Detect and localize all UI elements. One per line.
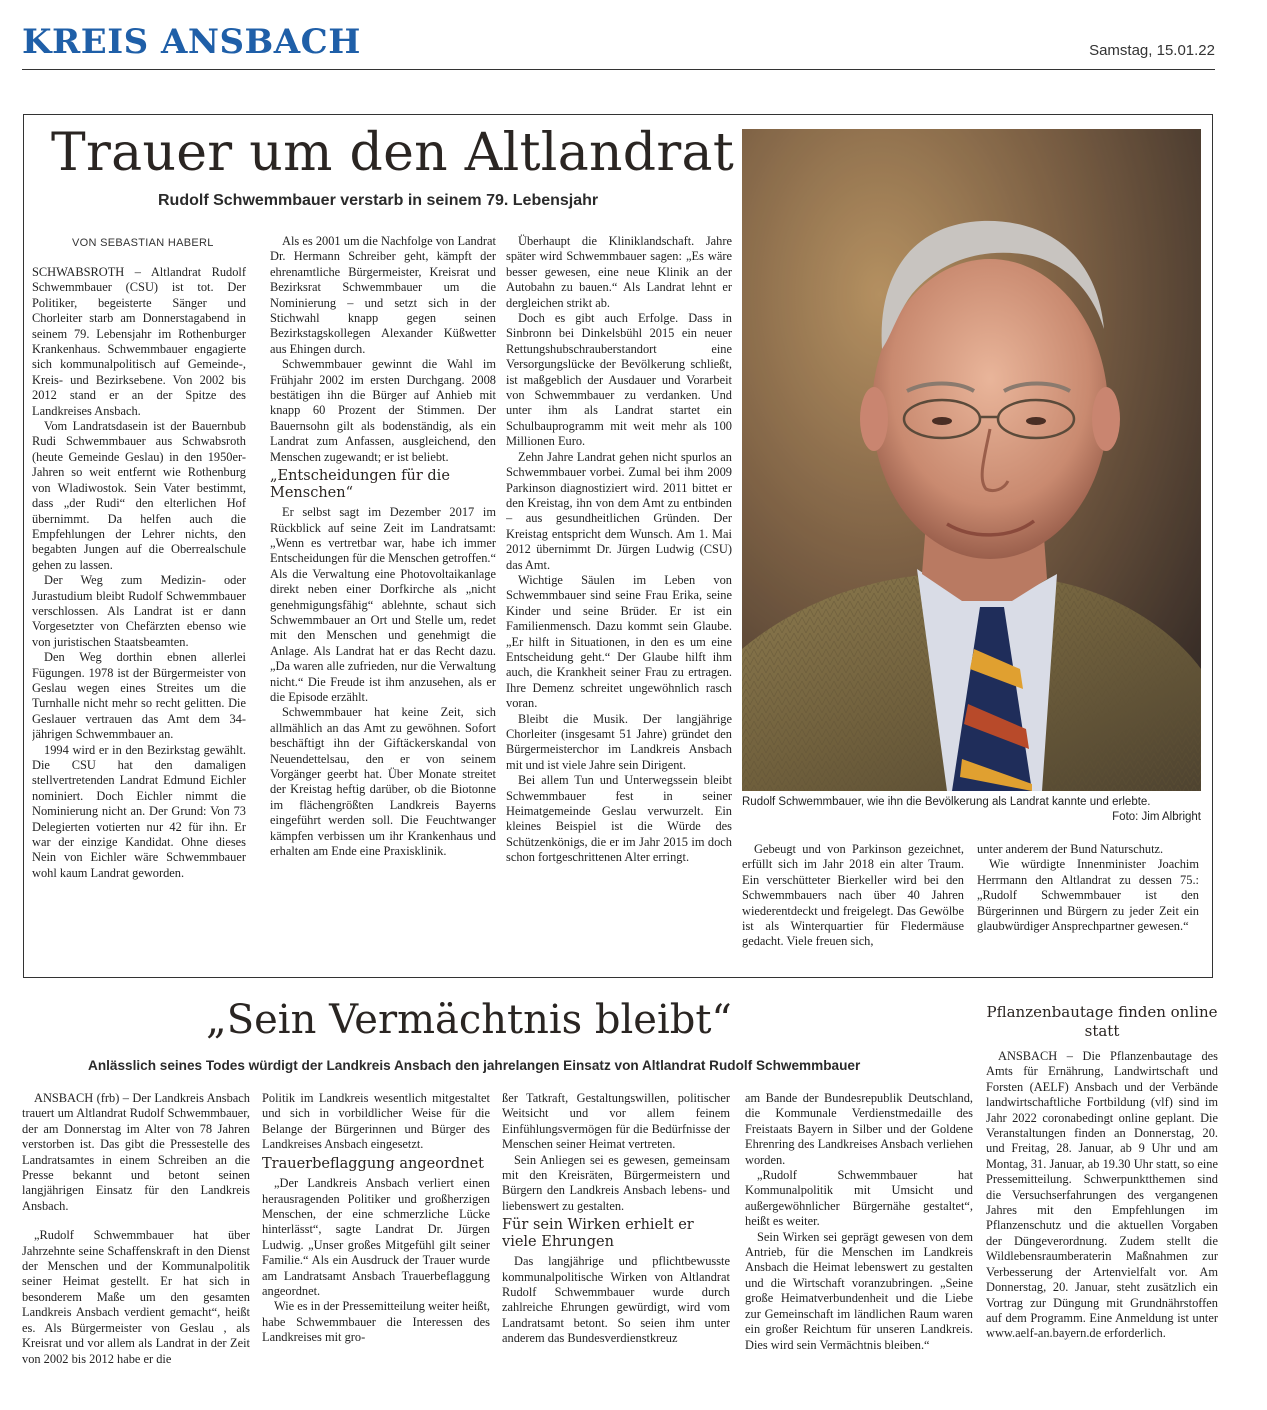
paragraph: Als es 2001 um die Nachfolge von Landrat Dr. Hermann Schreiber geht, kämpft der ehrenamtliche Bürgermeister, Kreisrat und Bezirksrat Schwemmbauer um die Nominierung – und setzt sich in der Stichwahl knapp gegen seinen Bezirkstagskollegen Alexander Küßwetter aus Ehingen durch. xyxy=(270,234,496,356)
paragraph: Wichtige Säulen im Leben von Schwemmbauer sind seine Frau Erika, seine Kinder und seine Brüder. Er ist ein Familienmensch. Dazu kommt sein Glaube. „Er hilft in Situationen, in den es um eine Entscheidung geht.“ Der Glaube hilft ihm auch, die Krankheit seiner Frau zu ertragen. Ihre Demenz schreitet ungewöhnlich rasch voran. xyxy=(506,572,732,711)
section-title: KREIS ANSBACH xyxy=(22,22,361,62)
article2-subheadline: Anlässlich seines Todes würdigt der Landkreis Ansbach den jahrelangen Einsatz von Altlandrat Rudolf Schwemmbauer xyxy=(88,1058,861,1073)
paragraph: unter anderem der Bund Naturschutz. xyxy=(977,842,1164,856)
paragraph: ßer Tatkraft, Gestaltungswillen, politischer Weitsicht und vor allem feinem Einfühlungsvermögen für die Bedürfnisse der Menschen seiner Heimat vertreten. xyxy=(502,1091,730,1152)
paragraph: Der Weg zum Medizin- oder Jurastudium bleibt Rudolf Schwemmbauer verschlossen. Als Landrat ist er dann Vorgesetzter von Chefärzten ebenso wie von juristischen Staatsbeamten. xyxy=(32,573,246,649)
photo-caption xyxy=(742,795,1201,824)
paragraph: Er selbst sagt im Dezember 2017 im Rückblick auf seine Zeit im Landratsamt: „Wenn es vertretbar war, habe ich immer Entscheidungen für die Menschen getroffen.“ Als die Verwaltung eine Photovoltaikanlage direkt neben einer Dorfkirche als „nicht genehmigungsfähig“ ablehnte, schaut sich Schwemmbauer an Ort und Stelle um, redet mit den Menschen und genehmigt die Anlage. Als Landrat hat er das Recht dazu. „Da waren alle zufrieden, nur die Verwaltung nicht.“ Die Freude ist ihm anzusehen, als er die Episode erzählt. xyxy=(270,505,496,704)
paragraph: Überhaupt die Kliniklandschaft. Jahre später wird Schwemmbauer sagen: „Es wäre besser gewesen, eine neue Klinik an der Autobahn zu bauen.“ Als Landrat lehnt er dergleichen strikt ab. xyxy=(506,234,732,310)
paragraph: SCHWABSROTH – Altlandrat Rudolf Schwemmbauer (CSU) ist tot. Der Politiker, begeisterte Sänger und Chorleiter starb am Donnerstagabend in seinem 79. Lebensjahr im Rothenburger Krankenhaus. Schwemmbauer engagierte sich kommunalpolitisch auf Gemeinde-, Kreis- und Bezirksebene. Von 2002 bis 2012 stand er an der Spitze des Landkreises Ansbach. xyxy=(32,265,246,418)
paragraph: Sein Anliegen sei es gewesen, gemeinsam mit den Kreisräten, Bürgermeistern und Bürgern den Landkreis Ansbach lebens- und liebenswert zu gestalten. xyxy=(502,1152,730,1213)
photo-credit: Foto: Jim Albright xyxy=(1112,810,1201,823)
article-subhead: „Entscheidungen für die Menschen“ xyxy=(270,468,450,501)
article-column-1 xyxy=(32,265,246,965)
paragraph: Doch es gibt auch Erfolge. Dass in Sinbronn bei Dinkelsbühl 2015 ein neuer Rettungshubschrauberstandort eine Versorgungslücke der Bevölkerung schließt, ist maßgeblich der Ausdauer und Vorarbeit von Schwemmbauer zu verdanken. Und unter ihm als Landrat startet ein Schulbauprogramm mit weit mehr als 100 Millionen Euro. xyxy=(506,311,732,449)
caption-text: Rudolf Schwemmbauer, wie ihn die Bevölkerung als Landrat kannte und erlebte. xyxy=(742,796,1151,808)
article2-column-4 xyxy=(745,1091,973,1403)
paragraph: „Rudolf Schwemmbauer hat über Jahrzehnte seine Schaffenskraft in den Dienst der Menschen und der Kommunalpolitik seiner Heimat gestellt. Er hat sich in besonderem Maße um den gesamten Landkreis Ansbach verdient gemacht“, heißt es. Als Bürgermeister von Geslau , als Kreisrat und vor allem als Landrat in der Zeit von 2002 bis 2012 habe er die xyxy=(22,1228,250,1366)
masthead xyxy=(22,22,1215,70)
article2-headline: „Sein Vermächtnis bleibt“ xyxy=(206,997,732,1043)
paragraph: Vom Landratsdasein ist der Bauernbub Rudi Schwemmbauer aus Schwabsroth (heute Gemeinde Geslau) in den 1950er-Jahren so weit entfernt wie Rothenburg von Wladiwostok. Sein Vater bestimmt, dass „der Rudi“ den elterlichen Hof übernimmt. Da helfen auch die Empfehlungen der Lehrer nichts, den begabten Jungen auf die Oberrealschule gehen zu lassen. xyxy=(32,419,246,572)
paragraph: Schwemmbauer hat keine Zeit, sich allmählich an das Amt zu gewöhnen. Sofort beschäftigt ihn der Giftäckerskandal von Neuendettelsau, den er von seinem Vorgänger geerbt hat. Über Monate streitet der Kreistag heftig darüber, ob die Biotonne im flächengrößten Landkreis Bayerns eingeführt werden soll. Die Feuchtwanger kämpfen verbissen um ihr Krankenhaus und erhalten am Ende eine Praxisklinik. xyxy=(270,705,496,859)
paragraph: Wie würdigte Innenminister Joachim Herrmann den Altlandrat zu dessen 75.: „Rudolf Schwemmbauer ist den Bürgerinnen und Bürgern zu jeder Zeit ein glaubwürdiger Ansprechpartner gewesen.“ xyxy=(977,857,1199,934)
paragraph: ANSBACH – Die Pflanzenbautage des Amts für Ernährung, Landwirtschaft und Forsten (AELF) Ansbach und der Verbände landwirtschaftliche Fortbildung (vlf) sind im Jahr 2022 coronabedingt online geplant. Die Veranstaltungen finden an Donnerstag, 20. und Freitag, 28. Januar, ab 9 Uhr und am Montag, 31. Januar, ab 19.30 Uhr statt, so eine Pressemitteilung. Schwerpunktthemen sind die Versuchserfahrungen des vergangenen Jahres mit den Empfehlungen im Pflanzenschutz und die aktuellen Vorgaben der Düngeverordnung. Zudem stellt die Wildlebensraumberaterin Maßnahmen zur Verbesserung der Artenvielfalt vor. Am Donnerstag, 20. Januar, steht zusätzlich ein Vortrag zur Düngung mit Grundnährstoffen auf dem Programm. Eine Anmeldung ist unter www.aelf-an.bayern.de erforderlich. xyxy=(986,1049,1218,1341)
article-column-2 xyxy=(270,234,496,965)
article2-subhead: Trauerbeflaggung angeordnet xyxy=(262,1155,484,1172)
byline: VON SEBASTIAN HABERL xyxy=(72,237,214,249)
article2-column-2 xyxy=(262,1091,490,1403)
paragraph: Bei allem Tun und Unterwegssein bleibt Schwemmbauer fest in seiner Heimatgemeinde Geslau verwurzelt. Ein kleines Beispiel ist die Würde des Schützenkönigs, die er im Jahr 2015 im doch schon fortgeschrittenen Alter erringt. xyxy=(506,773,732,865)
article2-column-3 xyxy=(502,1091,730,1403)
issue-date: Samstag, 15.01.22 xyxy=(1089,42,1215,59)
paragraph: Schwemmbauer gewinnt die Wahl im Frühjahr 2002 im ersten Durchgang. 2008 bestätigen ihn die Bürger auf Anhieb mit knapp 60 Prozent der Stimmen. Der Bauernsohn gilt als bodenständig, als ein Landrat zum Anfassen, ausgleichend, den Menschen zugewandt; er ist beliebt. xyxy=(270,357,496,464)
paragraph: Sein Wirken sei geprägt gewesen von dem Antrieb, für die Menschen im Landkreis Ansbach die Heimat lebenswert zu gestalten und die Wirtschaft voranzubringen. „Seine große Heimatverbundenheit und die Liebe zur Gemeinschaft im ländlichen Raum waren ein großer Reichtum für unseren Landkreis. Dies wird sein Vermächtnis bleiben.“ xyxy=(745,1229,973,1352)
paragraph: Gebeugt und von Parkinson gezeichnet, erfüllt sich im Jahr 2018 ein alter Traum. Ein verschütteter Bierkeller wird bei den Schwemmbauers nach über 40 Jahren wiederentdeckt und freigelegt. Das Gewölbe ist als Winterquartier für Fledermäuse gedacht. Viele freuen sich, xyxy=(742,842,964,949)
paragraph: am Bande der Bundesrepublik Deutschland, die Kommunale Verdienstmedaille des Freistaats Bayern in Silber und der Goldene Ehrenring des Landkreises Ansbach verliehen worden. xyxy=(745,1091,973,1167)
article2-column-1 xyxy=(22,1091,250,1403)
article-column-3 xyxy=(506,234,732,965)
portrait-image xyxy=(742,129,1201,791)
paragraph: Bleibt die Musik. Der langjährige Chorleiter (insgesamt 51 Jahre) gründet den Bürgermeisterchor im Landkreis Ansbach mit und ist viele Jahre sein Dirigent. xyxy=(506,711,732,772)
paragraph: Zehn Jahre Landrat gehen nicht spurlos an Schwemmbauer vorbei. Zumal bei ihm 2009 Parkinson diagnostiziert wird. 2011 bittet er den Kreistag, ihn von dem Amt zu entbinden – aus gesundheitlichen Gründen. Der Kreistag entspricht dem Wunsch. Am 1. Mai 2012 übernimmt Dr. Jürgen Ludwig (CSU) das Amt. xyxy=(506,449,732,572)
article-column-5 xyxy=(977,842,1199,965)
paragraph: ANSBACH (frb) – Der Landkreis Ansbach trauert um Altlandrat Rudolf Schwemmbauer, der am Donnerstag im Alter von 78 Jahren verstorben ist. Das gibt die Pressestelle des Landratsamtes in einem Schreiben an die Presse bekannt und betont seinen langjährigen Einsatz für den Landkreis Ansbach. xyxy=(22,1091,250,1213)
article3-column xyxy=(986,1049,1218,1403)
article-column-4 xyxy=(742,842,964,965)
paragraph: Politik im Landkreis wesentlich mitgestaltet und sich in vorbildlicher Weise für die Belange der Bürgerinnen und Bürger des Landkreises Ansbach eingesetzt. xyxy=(262,1091,490,1152)
article-obituary-box xyxy=(23,114,1213,978)
article2-subhead: Für sein Wirken erhielt er viele Ehrungen xyxy=(502,1217,694,1250)
article3-headline: Pflanzenbautage finden online statt xyxy=(986,1003,1218,1040)
paragraph: „Rudolf Schwemmbauer hat Kommunalpolitik mit Umsicht und außergewöhnlicher Bürgernähe gestaltet“, heißt es weiter. xyxy=(745,1168,973,1229)
article-subheadline: Rudolf Schwemmbauer verstarb in seinem 79. Lebensjahr xyxy=(158,192,599,209)
portrait-photo xyxy=(742,129,1201,791)
paragraph: Den Weg dorthin ebnen allerlei Fügungen. 1978 ist der Bürgermeister von Geslau wegen eines Streites um die Turnhalle nicht mehr so recht gelitten. Die Geslauer vertrauen das Amt dem 34-jährigen Schwemmbauer an. xyxy=(32,650,246,742)
paragraph: 1994 wird er in den Bezirkstag gewählt. Die CSU hat den damaligen stellvertretenden Landrat Edmund Eichler nominiert. Doch Eichler nimmt die Nominierung nicht an. Der Grund: Von 73 Delegierten votierten nur 42 für ihn. Er war der einzige Kandidat. Ohne dieses Nein von Eichler wäre Schwemmbauer wohl kaum Landrat geworden. xyxy=(32,742,246,880)
paragraph: Wie es in der Pressemitteilung weiter heißt, habe Schwemmbauer die Interessen des Landkreises mit gro- xyxy=(262,1299,490,1345)
paragraph: Das langjährige und pflichtbewusste kommunalpolitische Wirken von Altlandrat Rudolf Schwemmbauer wurde durch zahlreiche Ehrungen gewürdigt, wird vom Landratsamt betont. So seien ihm unter anderem das Bundesverdienstkreuz xyxy=(502,1254,730,1346)
article-headline: Trauer um den Altlandrat xyxy=(51,123,735,183)
paragraph: „Der Landkreis Ansbach verliert einen herausragenden Politiker und großherzigen Menschen, der eine schmerzliche Lücke hinterlässt“, sagte Landrat Dr. Jürgen Ludwig. „Unser großes Mitgefühl gilt seiner Familie.“ Als ein Ausdruck der Trauer wurde am Landratsamt Ansbach Trauerbeflaggung angeordnet. xyxy=(262,1176,490,1298)
